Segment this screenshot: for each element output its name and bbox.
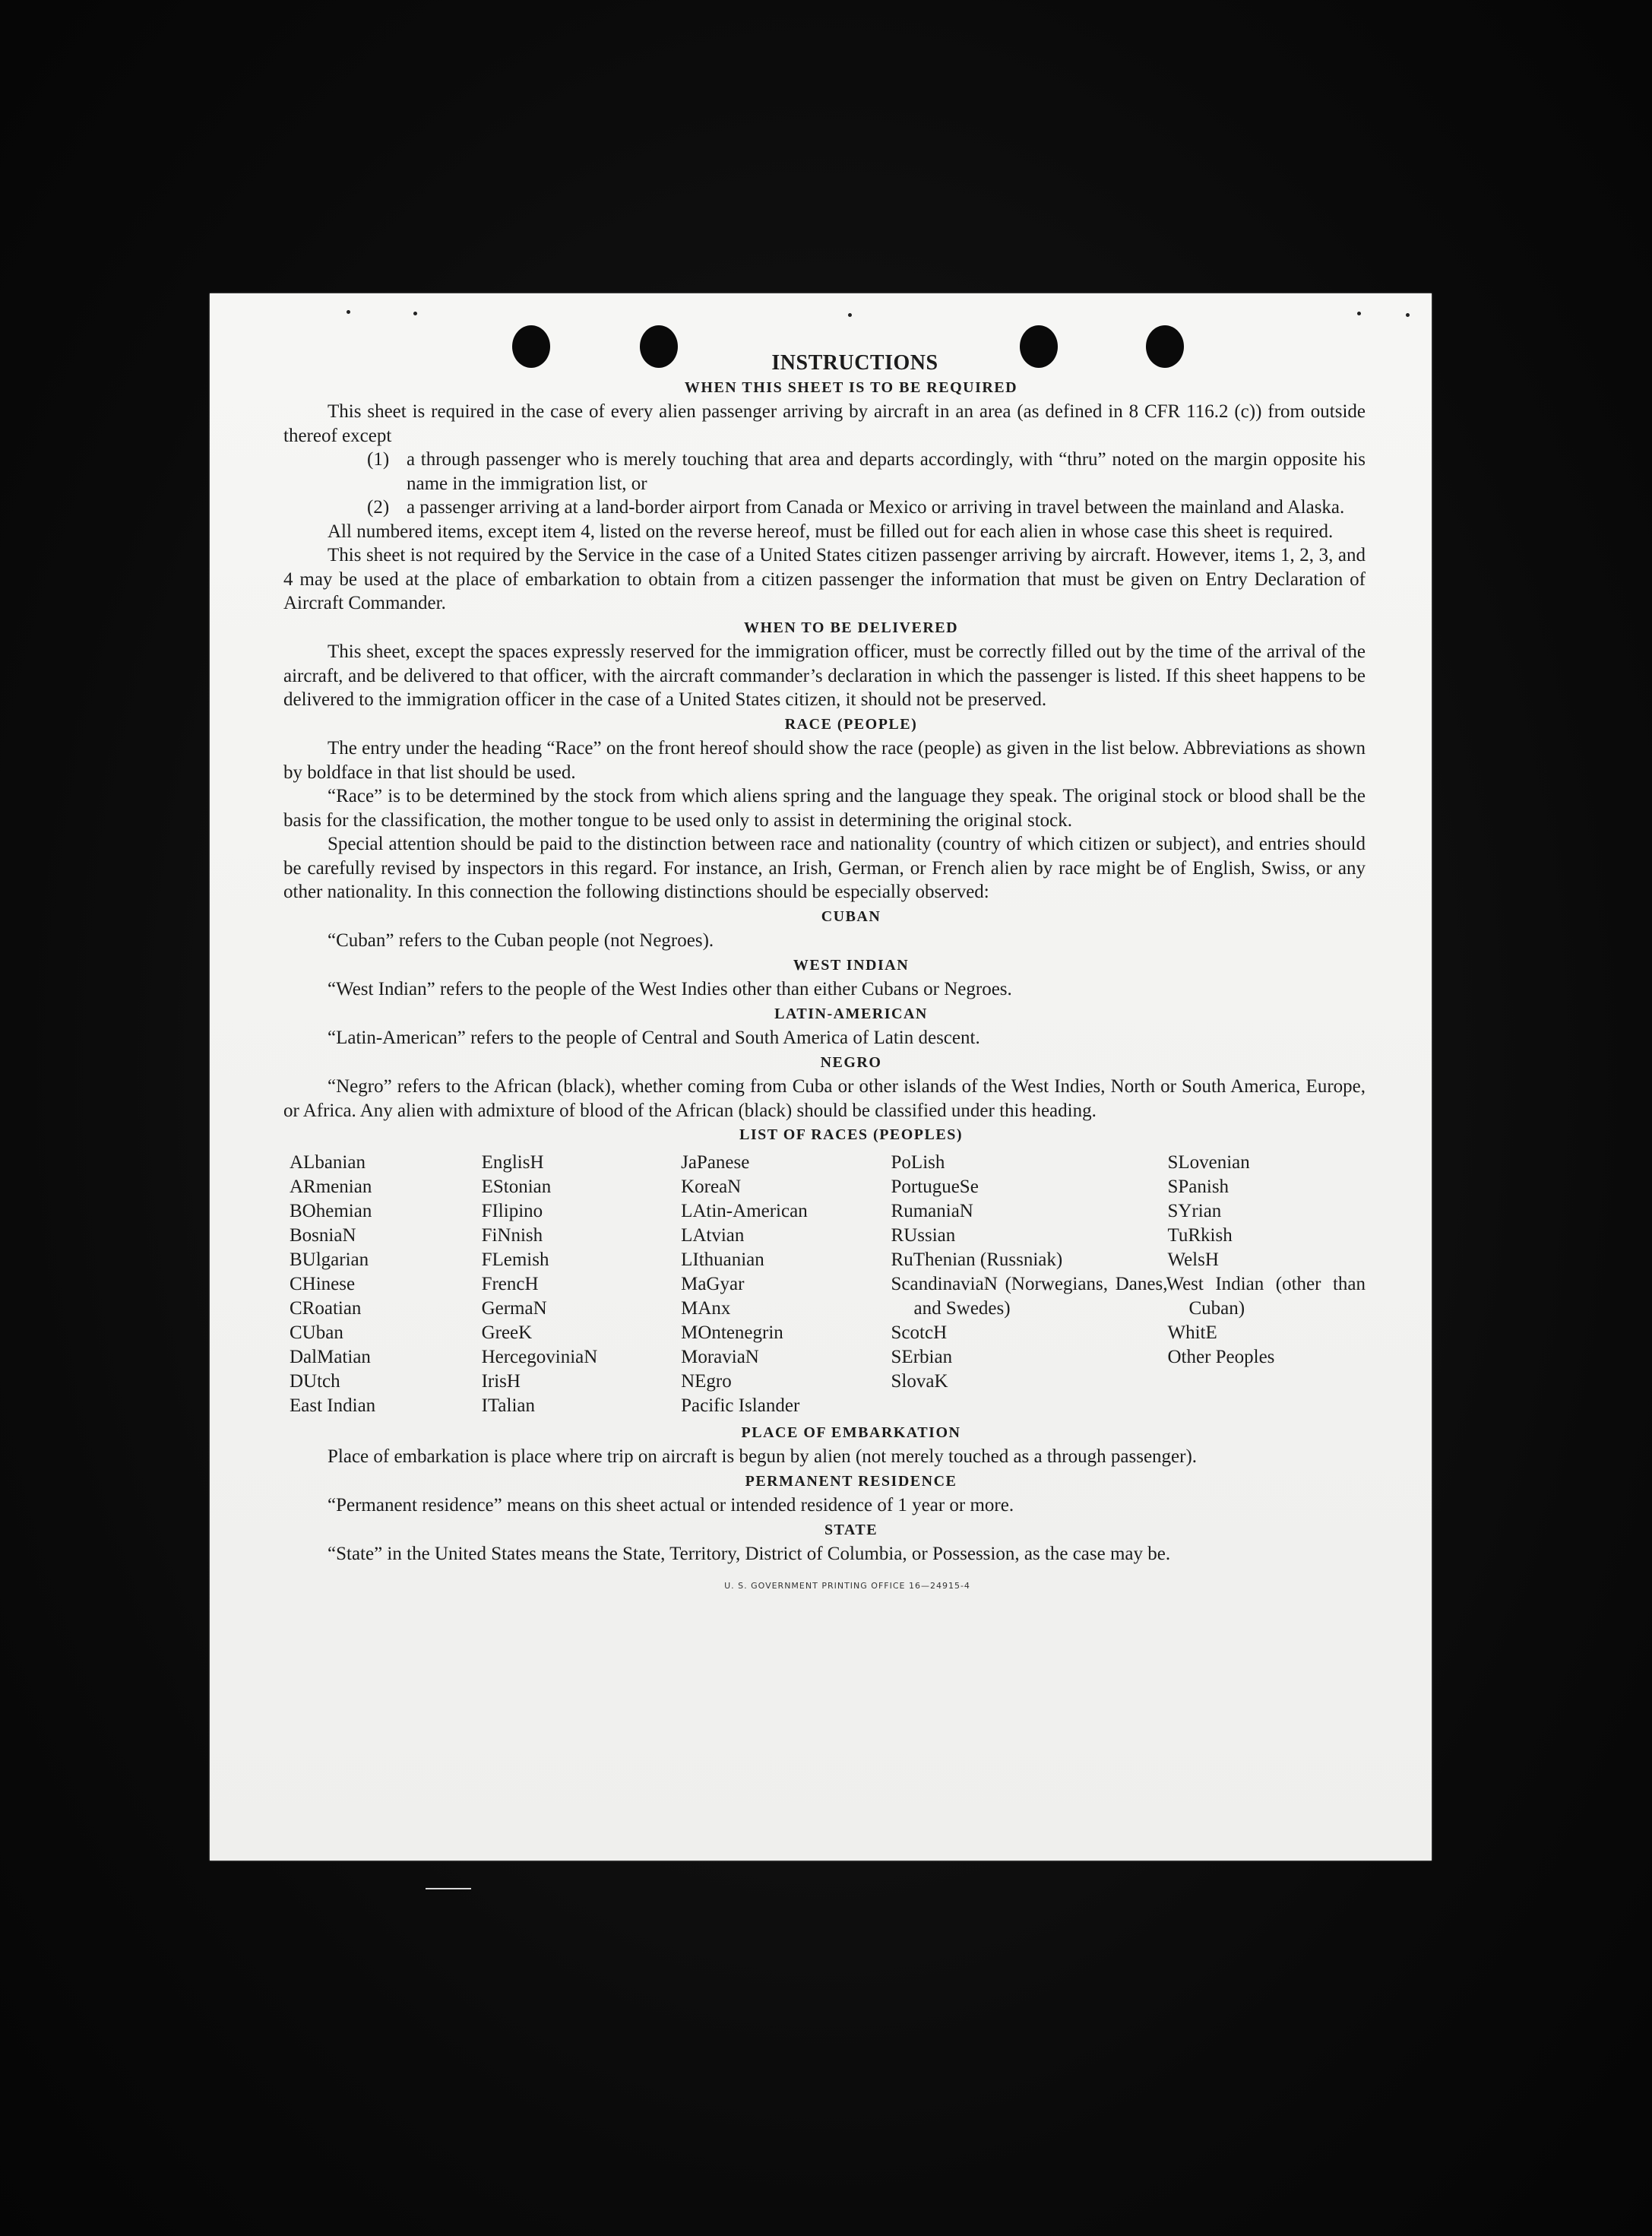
- section-heading: NEGRO: [820, 1053, 882, 1071]
- races-column: [290, 1151, 482, 1418]
- section-heading: PLACE OF EMBARKATION: [741, 1424, 961, 1441]
- race-entry: DUtch: [290, 1370, 340, 1392]
- races-list: [290, 1151, 1366, 1418]
- section-heading: STATE: [824, 1521, 878, 1538]
- item-text: a passenger arriving at a land-border airport from Canada or Mexico or arriving in travel between the mainland and Alaska.: [407, 497, 1345, 518]
- race-entry: TuRkish: [1167, 1224, 1233, 1246]
- item-text: a through passenger who is merely touching that area and departs accordingly, with “thru” noted on the margin opposite his name in the immigration list, or: [407, 449, 1366, 494]
- race-entry: GreeK: [481, 1322, 533, 1343]
- race-entry: RumaniaN: [891, 1200, 973, 1221]
- race-entry: IrisH: [481, 1370, 521, 1392]
- race-entry: HercegoviniaN: [481, 1346, 598, 1367]
- race-entry: FiNnish: [481, 1224, 543, 1246]
- races-column: [681, 1151, 891, 1418]
- race-entry: WelsH: [1167, 1249, 1219, 1270]
- race-entry: Pacific Islander: [681, 1395, 800, 1416]
- race-entry: BOhemian: [290, 1200, 372, 1221]
- instruction-sheet: [210, 293, 1432, 1861]
- race-entry: BUlgarian: [290, 1249, 369, 1270]
- paragraph: “State” in the United States means the State, Territory, District of Columbia, or Possession, as the case may be.: [328, 1544, 1171, 1564]
- race-entry: PoLish: [891, 1151, 945, 1173]
- section-heading: LATIN-AMERICAN: [774, 1005, 928, 1022]
- speck: [1357, 312, 1361, 315]
- section-heading: PERMANENT RESIDENCE: [745, 1472, 957, 1490]
- section-heading: WHEN TO BE DELIVERED: [743, 619, 959, 636]
- race-entry: West Indian (other than Cuban): [1166, 1273, 1366, 1319]
- race-entry: SPanish: [1167, 1176, 1230, 1197]
- race-entry: RuThenian (Russniak): [891, 1249, 1063, 1270]
- race-entry: Other Peoples: [1167, 1346, 1275, 1367]
- race-entry: KoreaN: [681, 1176, 742, 1197]
- paragraph: This sheet is required in the case of every alien passenger arriving by aircraft in an area (as defined in 8 CFR 116.2 (c)) from outside thereof except: [283, 401, 1366, 446]
- race-entry: SErbian: [891, 1346, 953, 1367]
- paragraph: “Negro” refers to the African (black), whether coming from Cuba or other islands of the West Indies, North or South America, Europe, or Africa. Any alien with admixture of blood of the African (black) should be classified under this heading.: [283, 1076, 1366, 1121]
- item-number: (2): [367, 497, 390, 518]
- race-entry: FrencH: [481, 1273, 539, 1294]
- race-entry: FLemish: [481, 1249, 549, 1270]
- race-entry: RUssian: [891, 1224, 956, 1246]
- list-item: [367, 496, 1366, 520]
- paragraph: Special attention should be paid to the distinction between race and nationality (country of which citizen or subject), and entries should be carefully revised by inspectors in this regard. For instance, an Irish, German, or French alien by race might be of English, Swiss, or any other nationality. In this connection the following distinctions should be especially observed:: [283, 834, 1366, 902]
- paragraph: “Cuban” refers to the Cuban people (not Negroes).: [328, 930, 714, 951]
- race-entry: SYrian: [1167, 1200, 1222, 1221]
- paragraph: Place of embarkation is place where trip on aircraft is begun by alien (not merely touched as a through passenger).: [328, 1446, 1198, 1467]
- race-entry: SLovenian: [1167, 1151, 1250, 1173]
- race-entry: BosniaN: [290, 1224, 356, 1246]
- race-entry: EnglisH: [481, 1151, 544, 1173]
- races-column: [891, 1151, 1168, 1418]
- list-item: [367, 448, 1366, 496]
- race-entry: GermaN: [481, 1297, 547, 1319]
- paragraph: “Latin-American” refers to the people of Central and South America of Latin descent.: [328, 1028, 980, 1048]
- page-title: INSTRUCTIONS: [771, 351, 938, 375]
- race-entry: LAtin-American: [681, 1200, 808, 1221]
- race-entry: MOntenegrin: [681, 1322, 783, 1343]
- paragraph: The entry under the heading “Race” on the front hereof should show the race (people) as given in the list below. Abbreviations as shown by boldface in that list should be used.: [283, 738, 1366, 783]
- paragraph: This sheet is not required by the Service in the case of a United States citizen passenger arriving by aircraft. However, items 1, 2, 3, and 4 may be used at the place of embarkation to obtain from a citizen passenger the information that must be given on Entry Declaration of Aircraft Commander.: [283, 545, 1366, 613]
- race-entry: East Indian: [290, 1395, 376, 1416]
- race-entry: MoraviaN: [681, 1346, 759, 1367]
- section-heading: WEST INDIAN: [793, 956, 910, 974]
- section-heading: RACE (PEOPLE): [784, 715, 918, 733]
- speck: [413, 312, 417, 315]
- race-entry: PortugueSe: [891, 1176, 979, 1197]
- race-entry: CUban: [290, 1322, 343, 1343]
- race-entry: DalMatian: [290, 1346, 371, 1367]
- section-heading: LIST OF RACES (PEOPLES): [739, 1126, 963, 1143]
- item-number: (1): [367, 449, 390, 470]
- paragraph: “Permanent residence” means on this sheet actual or intended residence of 1 year or more.: [328, 1495, 1014, 1515]
- race-entry: ALbanian: [290, 1151, 366, 1173]
- speck: [848, 313, 852, 317]
- race-entry: ScotcH: [891, 1322, 948, 1343]
- film-scratch: [426, 1888, 471, 1889]
- race-entry: FIlipino: [481, 1200, 543, 1221]
- speck: [1406, 313, 1410, 317]
- paragraph: “Race” is to be determined by the stock from which aliens spring and the language they speak. The original stock or blood shall be the basis for the classification, the mother tongue to be used only to assist in determining the original stock.: [283, 786, 1366, 831]
- race-entry: CRoatian: [290, 1297, 362, 1319]
- paragraph: This sheet, except the spaces expressly reserved for the immigration officer, must be correctly filled out by the time of the arrival of the aircraft, and be delivered to that officer, with the aircraft commander’s declaration in which the passenger is listed. If this sheet happens to be delivered to the immigration officer in the case of a United States citizen, it should not be preserved.: [283, 641, 1366, 710]
- section-heading: WHEN THIS SHEET IS TO BE REQUIRED: [684, 378, 1018, 396]
- race-entry: ScandinaviaN (Norwegians, Danes, and Swedes): [891, 1273, 1168, 1319]
- paragraph: All numbered items, except item 4, listed on the reverse hereof, must be filled out for each alien in whose case this sheet is required.: [328, 521, 1334, 542]
- race-entry: LAtvian: [681, 1224, 745, 1246]
- race-entry: MAnx: [681, 1297, 731, 1319]
- speck: [347, 310, 350, 314]
- race-entry: SlovaK: [891, 1370, 948, 1392]
- race-entry: EStonian: [481, 1176, 552, 1197]
- paragraph: “West Indian” refers to the people of the West Indies other than either Cubans or Negroes.: [328, 979, 1012, 999]
- races-column: [482, 1151, 682, 1418]
- document-body: [283, 351, 1366, 1598]
- section-heading: CUBAN: [821, 907, 881, 925]
- race-entry: CHinese: [290, 1273, 356, 1294]
- printing-office-footer: U. S. GOVERNMENT PRINTING OFFICE 16—24915-4: [724, 1580, 970, 1591]
- races-column: [1167, 1151, 1366, 1418]
- race-entry: LIthuanian: [681, 1249, 764, 1270]
- race-entry: WhitE: [1167, 1322, 1217, 1343]
- race-entry: NEgro: [681, 1370, 732, 1392]
- race-entry: JaPanese: [681, 1151, 750, 1173]
- race-entry: MaGyar: [681, 1273, 745, 1294]
- race-entry: ITalian: [481, 1395, 536, 1416]
- race-entry: ARmenian: [290, 1176, 372, 1197]
